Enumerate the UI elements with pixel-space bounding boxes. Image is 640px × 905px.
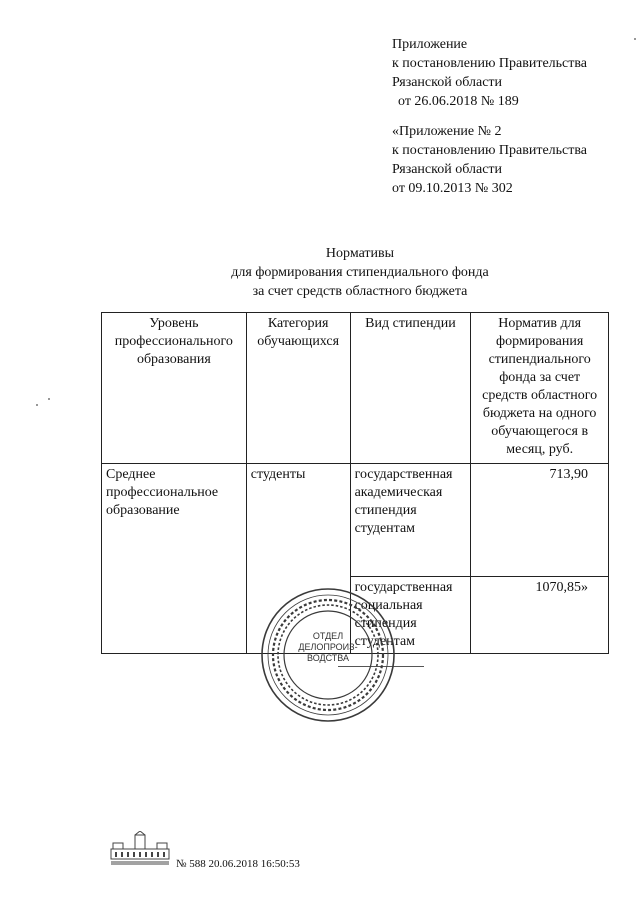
previous-annex-title: «Приложение № 2 (392, 124, 502, 139)
scan-speck (36, 404, 38, 406)
header-category: Категория обучающихся (246, 313, 350, 464)
registry-logo (109, 831, 171, 867)
official-seal (258, 585, 398, 725)
title-line-3: за счет средств областного бюджета (252, 284, 468, 299)
header-type: Вид стипендии (350, 313, 471, 464)
document-title (0, 244, 640, 301)
cell-category: студенты (246, 464, 350, 654)
annex-date: от 26.06.2018 № 189 (398, 94, 519, 109)
previous-annex-date: от 09.10.2013 № 302 (392, 181, 513, 196)
header-norm: Норматив для формирования стипендиального фонда за счет средств областного бюджета на одного обучающегося в месяц, руб. (471, 313, 609, 464)
annex-line-2: Рязанской области (392, 75, 503, 90)
previous-annex-line-1: к постановлению Правительства (392, 143, 588, 158)
title-line-2: для формирования стипендиального фонда (231, 265, 489, 280)
previous-annex-line-2: Рязанской области (392, 162, 503, 177)
table-header-row (102, 313, 609, 464)
scan-speck (48, 398, 50, 400)
cell-type-text: государственная академическая стипендия студентам (354, 467, 453, 536)
table-row (102, 464, 609, 577)
cell-level: Среднее профессиональное образование (102, 464, 247, 654)
annex-title: Приложение (392, 37, 468, 52)
title-line-1: Нормативы (325, 246, 395, 261)
seal-center-text: ОТДЕЛ ДЕЛОПРОИЗ- ВОДСТВА (298, 631, 358, 663)
previous-annex-stamp (392, 122, 587, 198)
registration-stamp: № 588 20.06.2018 16:50:53 (176, 858, 300, 870)
cell-type (350, 464, 471, 577)
cell-norm: 713,90 (471, 464, 609, 577)
scan-speck (634, 38, 636, 40)
cell-norm: 1070,85» (471, 577, 609, 654)
annex-line-1: к постановлению Правительства (392, 56, 588, 71)
cell-type: государственная социальная стипендия студентам (350, 577, 471, 654)
annex-stamp (392, 35, 587, 111)
header-level: Уровень профессионального образования (102, 313, 247, 464)
